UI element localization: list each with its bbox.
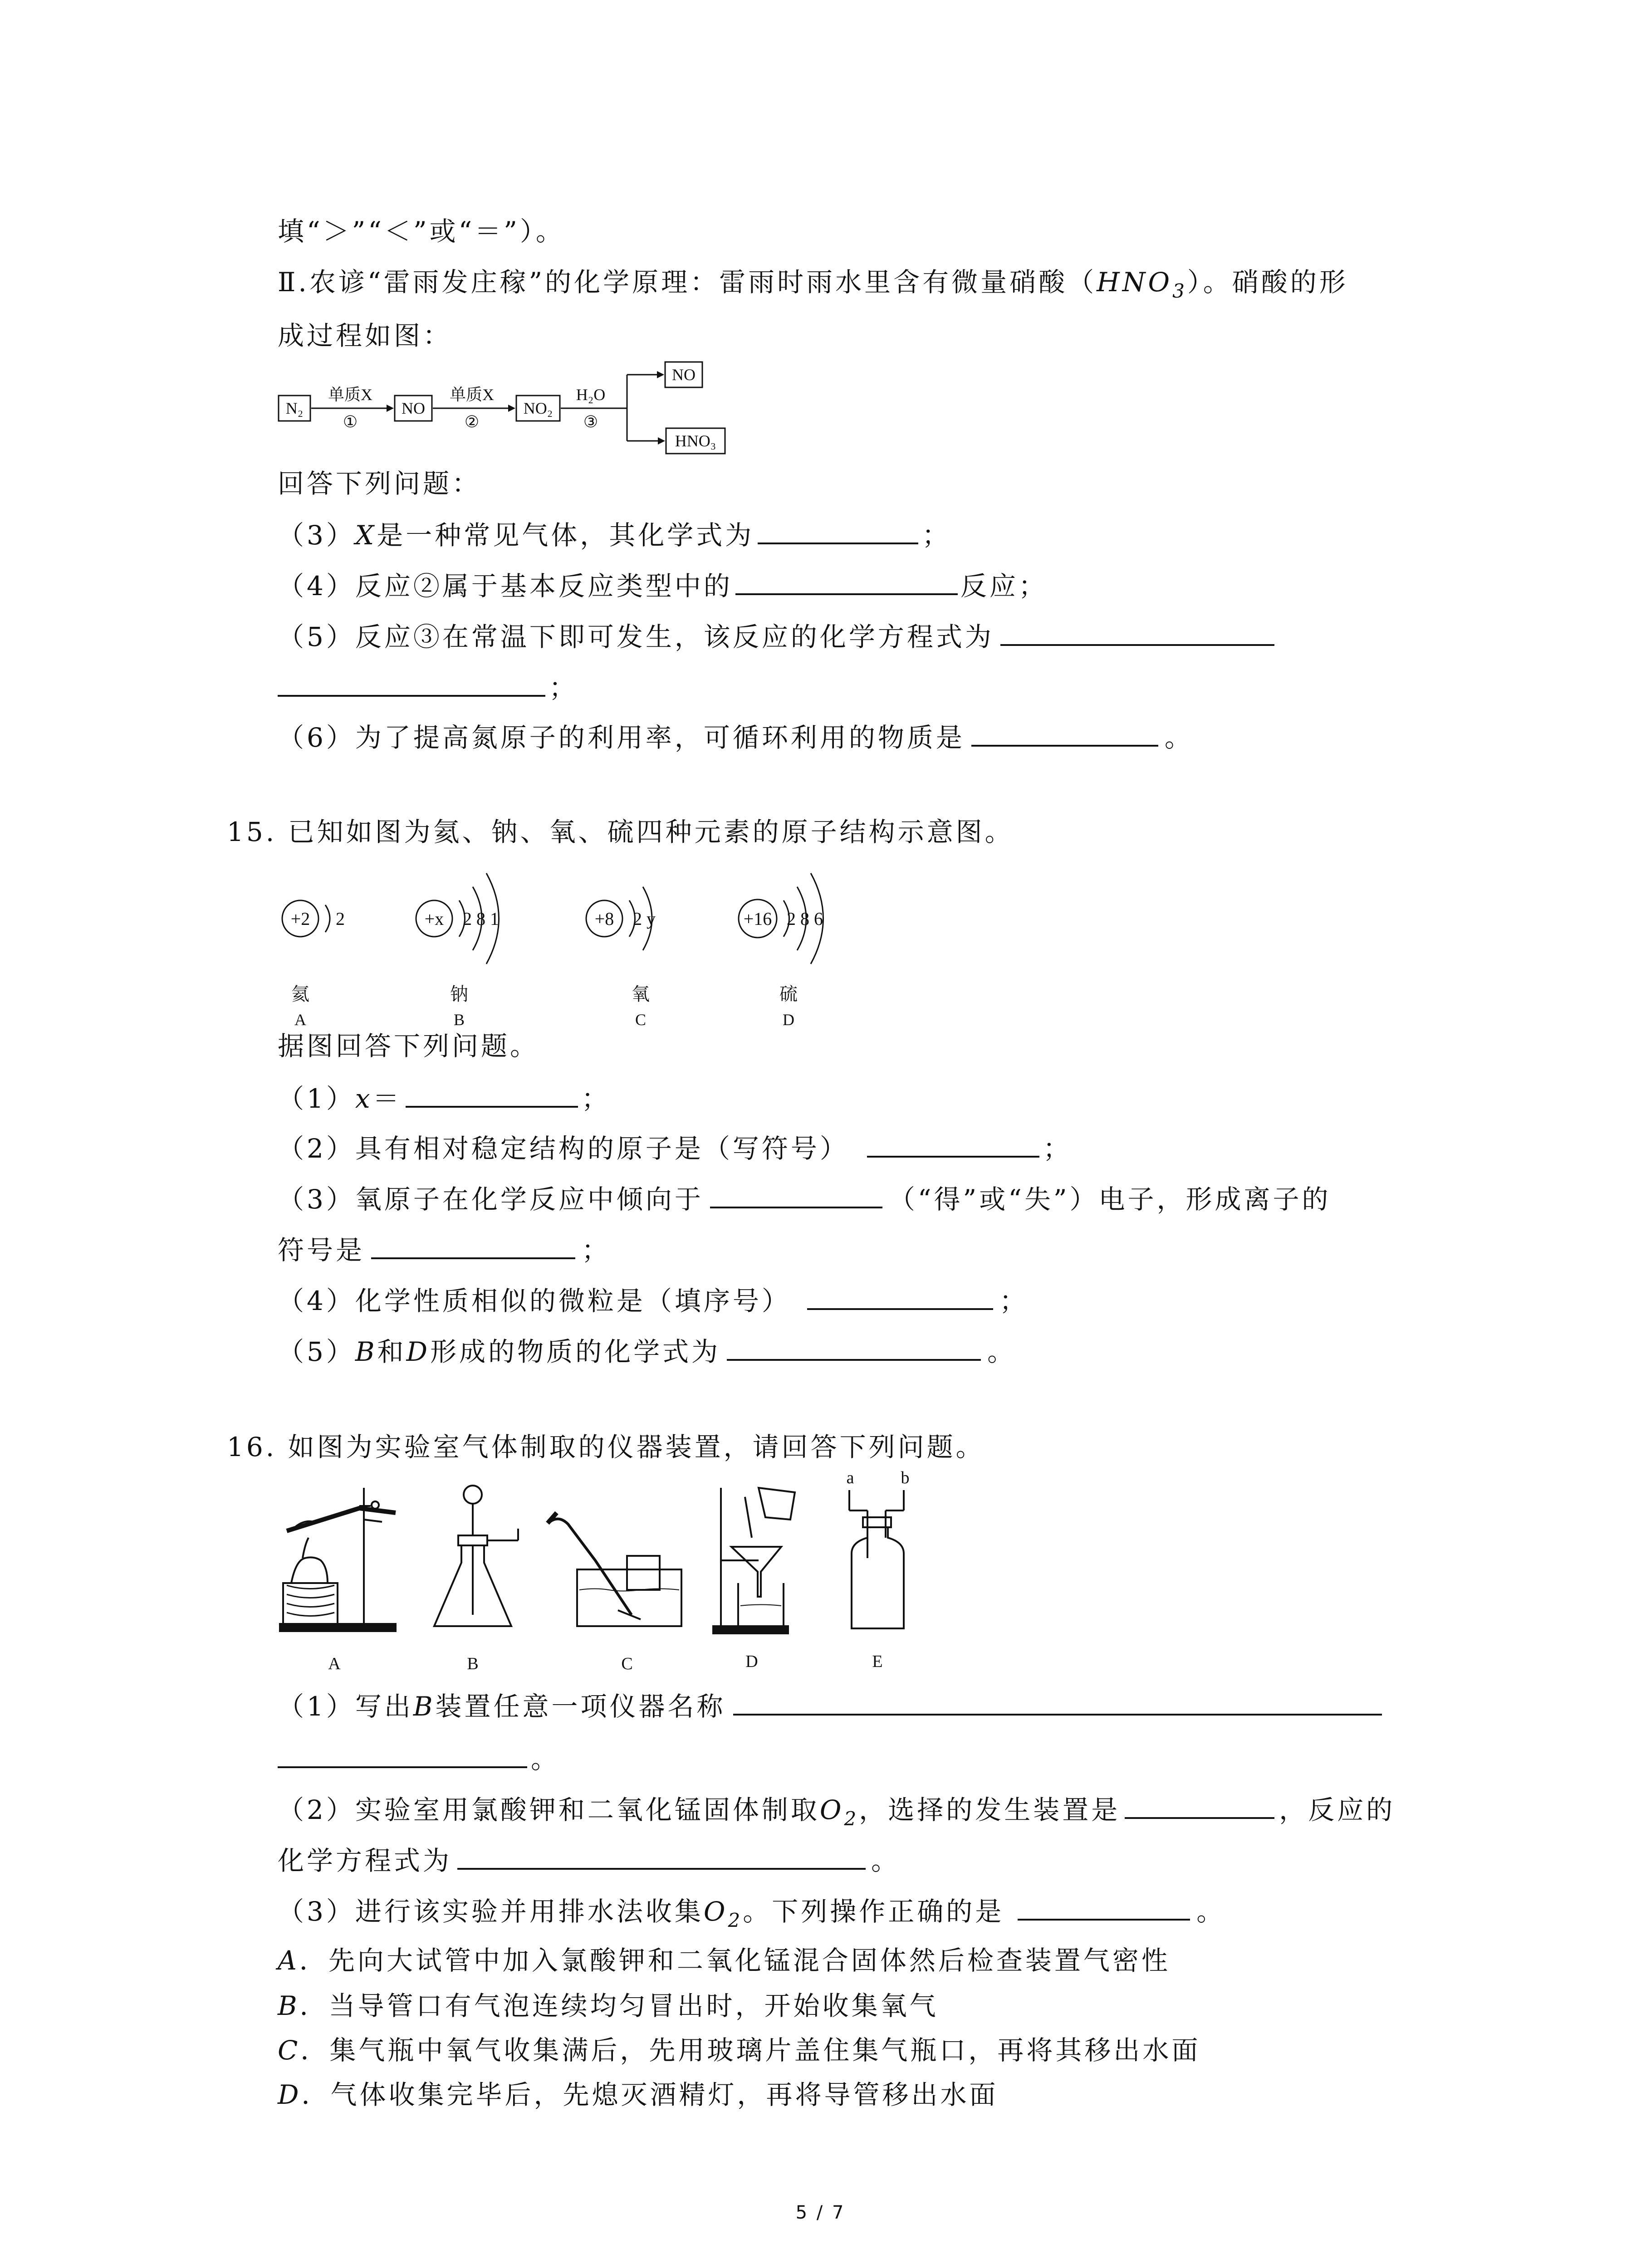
q15-p4-text: （4）化学性质相似的微粒是（填序号） — [278, 1286, 791, 1316]
out-hno3-label: HNO₃ — [675, 432, 716, 450]
q15-p5-b: B — [355, 1336, 377, 1367]
nitric-acid-flow-diagram — [278, 358, 731, 463]
q16-part2-cont — [278, 1842, 900, 1879]
q14-p3-text: 是一种常见气体，其化学式为 — [377, 520, 754, 551]
q16-part3 — [278, 1892, 1225, 1939]
atom-c-letter: C — [635, 1011, 647, 1029]
q15-part3-cont — [278, 1231, 611, 1268]
apparatus-label-e: E — [872, 1652, 883, 1671]
q14-fill-hint: 填“＞”“＜”或“＝”）。 — [278, 216, 565, 247]
q16-option-a[interactable] — [278, 1942, 1171, 1979]
atom-d-name: 硫 — [779, 984, 798, 1004]
q15-p5-answer-blank[interactable] — [727, 1333, 981, 1361]
q15-p5-number: （5） — [278, 1336, 355, 1367]
q15-p3-text-b: （“得”或“失”）电子，形成离子的 — [888, 1184, 1331, 1215]
arrow-2-head — [508, 405, 515, 412]
apparatus-a — [280, 1488, 396, 1631]
q15-p1-number: （1） — [278, 1083, 355, 1114]
q15-p3-answer-blank-1[interactable] — [710, 1180, 882, 1208]
atom-d-electrons: 2 8 6 — [787, 909, 823, 929]
atom-c-electrons: 2 y — [633, 909, 656, 929]
q15-part1 — [278, 1080, 611, 1117]
q14-part5-cont — [278, 669, 578, 706]
q14-p5-answer-blank-2[interactable] — [278, 669, 545, 697]
q14-p4-end: 反应； — [960, 571, 1048, 601]
option-b-letter: B — [278, 1990, 300, 2021]
q15-p5-and: 和 — [377, 1336, 407, 1367]
q15-p2-answer-blank[interactable] — [867, 1129, 1039, 1158]
q14-p6-end: 。 — [1164, 722, 1194, 753]
q15-p3-end: ； — [582, 1235, 611, 1266]
atom-a-electrons: 2 — [336, 909, 345, 929]
atom-b-letter: B — [453, 1011, 465, 1029]
hno3-subscript: 3 — [1172, 280, 1187, 302]
q15-p3-text-a: （3）氧原子在化学反应中倾向于 — [278, 1184, 704, 1215]
q14-part6 — [278, 719, 1194, 756]
q15-part5 — [278, 1333, 1016, 1370]
q14-section2-text-a: Ⅱ.农谚“雷雨发庄稼”的化学原理：雷雨时雨水里含有微量硝酸（ — [278, 267, 1097, 298]
q15-p1-equals: ＝ — [372, 1083, 402, 1114]
atom-c-nucleus-label: +8 — [594, 909, 614, 929]
q16-p1-answer-blank-2[interactable] — [278, 1740, 527, 1768]
atom-diagrams-svg — [278, 862, 895, 1030]
q16-p3-text-b: 。下列操作正确的是 — [743, 1896, 1004, 1927]
q16-part2 — [278, 1791, 1395, 1837]
q16-p1-end: 。 — [531, 1744, 560, 1774]
q15-part2 — [278, 1129, 1072, 1167]
q15-p1-x: x — [355, 1083, 373, 1114]
q16-p2-o2-subscript: 2 — [844, 1808, 859, 1830]
arrow-2-top-label: 单质X — [450, 386, 494, 404]
out-no-label: NO — [672, 366, 696, 384]
branch-up-head — [657, 371, 664, 378]
q14-section2-text-b: ）。硝酸的形 — [1187, 267, 1348, 298]
q16-option-c[interactable] — [278, 2032, 1200, 2068]
q15-p4-end: ； — [999, 1286, 1029, 1316]
atom-c — [586, 887, 656, 1029]
option-a-letter: A — [278, 1945, 299, 1976]
arrow-1-top-label: 单质X — [328, 386, 372, 404]
atom-b-electrons: 2 8 1 — [463, 909, 499, 929]
q15-p5-d: D — [406, 1336, 431, 1367]
apparatus-label-a: A — [328, 1654, 341, 1673]
atom-d-nucleus-label: +16 — [743, 909, 772, 929]
atom-a-nucleus-label: +2 — [290, 909, 310, 929]
hno3-formula: HNO — [1097, 267, 1173, 298]
no2-label: NO₂ — [523, 399, 553, 417]
q14-part4 — [278, 567, 1048, 604]
apparatus-label-d: D — [745, 1652, 758, 1671]
arrow-1-step-label: ① — [343, 413, 358, 431]
q16-p1-b: B — [413, 1691, 436, 1722]
q16-p3-answer-blank[interactable] — [1018, 1892, 1190, 1921]
q14-part5 — [278, 618, 1274, 655]
q16-p3-o2: O — [703, 1896, 728, 1927]
page-number: 5 / 7 — [795, 2202, 846, 2223]
q16-p2-o2: O — [819, 1794, 844, 1825]
q15-stem: 15. 已知如图为氦、钠、氧、硫四种元素的原子结构示意图。 — [227, 816, 1014, 847]
port-a-label: a — [846, 1470, 854, 1487]
q14-answer-intro: 回答下列问题： — [278, 468, 481, 499]
q16-stem: 16. 如图为实验室气体制取的仪器装置，请回答下列问题。 — [227, 1432, 985, 1462]
atom-d — [739, 873, 823, 1029]
q16-p2-text-d: 化学方程式为 — [278, 1845, 452, 1876]
q14-section2-line2: 成过程如图： — [278, 320, 452, 351]
option-d-text: ．气体收集完毕后，先熄灭酒精灯，再将导管移出水面 — [301, 2079, 999, 2110]
q14-p5-end: ； — [549, 672, 578, 703]
apparatus-label-c: C — [621, 1654, 633, 1673]
apparatus-d — [713, 1488, 795, 1633]
q14-section2-line1 — [278, 264, 1348, 309]
q15-p5-end: 。 — [987, 1336, 1017, 1367]
q14-p6-text: （6）为了提高氮原子的利用率，可循环利用的物质是 — [278, 722, 965, 753]
apparatus-e — [849, 1490, 904, 1628]
apparatus-svg — [278, 1470, 958, 1683]
atom-a-letter: A — [294, 1011, 306, 1029]
arrow-2-step-label: ② — [464, 413, 480, 431]
q16-p3-o2-subscript: 2 — [728, 1909, 743, 1931]
q14-p6-answer-blank[interactable] — [971, 719, 1158, 747]
arrow-3-step-label: ③ — [583, 413, 598, 431]
apparatus-b — [434, 1486, 518, 1626]
atom-c-name: 氧 — [632, 984, 650, 1004]
atom-b-nucleus-label: +x — [424, 909, 444, 929]
q14-part3 — [278, 516, 951, 553]
atom-b — [416, 873, 499, 1029]
q16-p1-answer-blank-1[interactable] — [733, 1687, 1382, 1716]
q15-p5-text: 形成的物质的化学式为 — [430, 1336, 721, 1367]
q15-p1-answer-blank[interactable] — [406, 1080, 578, 1108]
q16-part1-cont — [278, 1740, 560, 1777]
q16-p2-end: 。 — [871, 1845, 901, 1876]
lab-apparatus-diagram — [278, 1470, 958, 1683]
q16-part1 — [278, 1687, 1382, 1725]
q14-p5-text: （5）反应③在常温下即可发生，该反应的化学方程式为 — [278, 621, 994, 652]
q16-p1-text-a: （1）写出 — [278, 1691, 413, 1722]
option-c-letter: C — [278, 2035, 301, 2066]
q16-p2-answer-blank-2[interactable] — [457, 1842, 866, 1870]
atom-a — [282, 900, 345, 1029]
option-c-text: ．集气瓶中氧气收集满后，先用玻璃片盖住集气瓶口，再将其移出水面 — [300, 2035, 1201, 2066]
q15-p3-answer-blank-2[interactable] — [371, 1231, 575, 1259]
no-label: NO — [402, 399, 425, 417]
atomic-structure-diagrams — [278, 862, 895, 1030]
q16-option-d[interactable] — [278, 2077, 999, 2113]
option-a-text: ．先向大试管中加入氯酸钾和二氧化锰混合固体然后检查装置气密性 — [299, 1945, 1171, 1976]
q16-p1-text-c: 装置任意一项仪器名称 — [435, 1691, 726, 1722]
atom-d-letter: D — [783, 1011, 794, 1029]
q16-p2-answer-blank-1[interactable] — [1125, 1791, 1274, 1819]
apparatus-label-b: B — [467, 1654, 479, 1673]
q16-p2-text-b: ，选择的发生装置是 — [859, 1794, 1121, 1825]
q15-intro: 据图回答下列问题。 — [278, 1031, 539, 1061]
option-b-text: ．当导管口有气泡连续均匀冒出时，开始收集氧气 — [299, 1990, 939, 2021]
q14-p3-end: ； — [922, 520, 951, 551]
q15-part4 — [278, 1282, 1029, 1319]
q14-p3-number: （3） — [278, 520, 355, 551]
q16-option-b[interactable] — [278, 1988, 939, 2024]
q14-p4-answer-blank[interactable] — [735, 567, 958, 595]
q16-p2-text-a: （2）实验室用氯酸钾和二氧化锰固体制取 — [278, 1794, 820, 1825]
q16-p3-end: 。 — [1196, 1896, 1226, 1927]
port-b-label: b — [901, 1470, 910, 1487]
q15-p2-text: （2）具有相对稳定结构的原子是（写符号） — [278, 1133, 849, 1164]
q14-p4-text: （4）反应②属于基本反应类型中的 — [278, 571, 733, 601]
q14-p5-answer-blank-1[interactable] — [1000, 618, 1274, 646]
n2-label: N₂ — [285, 399, 304, 417]
q15-p3-text-c: 符号是 — [278, 1235, 365, 1266]
arrow-1-head — [387, 405, 394, 412]
q15-part3 — [278, 1180, 1331, 1217]
flow-diagram-svg — [278, 358, 731, 463]
q14-p3-x: X — [355, 520, 377, 551]
q15-p1-end: ； — [581, 1083, 611, 1114]
q16-p3-text-a: （3）进行该实验并用排水法收集 — [278, 1896, 704, 1927]
option-d-letter: D — [278, 2079, 302, 2110]
atom-b-name: 钠 — [450, 984, 468, 1004]
branch-down-head — [658, 437, 665, 445]
q14-p3-answer-blank[interactable] — [758, 516, 918, 544]
q15-p4-answer-blank[interactable] — [807, 1282, 993, 1310]
q15-p2-end: ； — [1043, 1133, 1072, 1164]
apparatus-c — [548, 1513, 681, 1626]
q16-p2-text-c: ，反应的 — [1279, 1794, 1396, 1825]
arrow-3-top-label: H₂O — [576, 386, 606, 404]
atom-a-name: 氦 — [291, 984, 309, 1004]
